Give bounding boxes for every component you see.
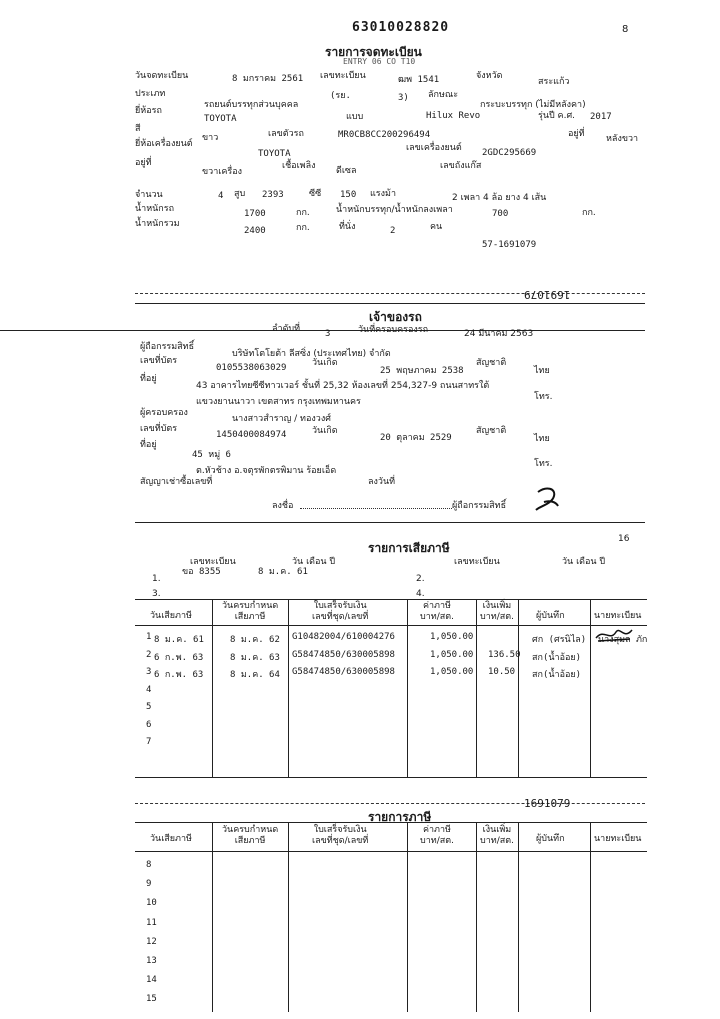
contract-label: สัญญาเช่าซื้อเลขที่	[140, 477, 213, 487]
tax-amount-cell: 1,050.00	[430, 632, 474, 642]
col-divider	[590, 822, 591, 1012]
due-date-cell: 8 ม.ค. 64	[230, 670, 280, 680]
tax2-row-index: 14	[146, 975, 157, 986]
th2-tax: ค่าภาษี บาท/สต.	[420, 825, 454, 846]
province-value: สระแก้ว	[538, 77, 570, 87]
reg-date-value: 8 มกราคม 2561	[232, 74, 304, 84]
row-index: 1	[146, 632, 152, 642]
receipt-cell: G58474850/630005898	[292, 667, 395, 677]
due-date-cell: 8 ม.ค. 62	[230, 635, 280, 645]
type-value: รถยนต์บรรทุกส่วนบุคคล	[204, 100, 299, 110]
th2-due-date: วันครบกำหนด เสียภาษี	[222, 825, 279, 846]
tax-amount-cell: 1,050.00	[430, 649, 474, 660]
old-date-header-1: วัน เดือน ปี	[292, 557, 336, 567]
holder-birth-value: 20 ตุลาคม 2529	[380, 433, 452, 443]
th-receipt: ใบเสร็จรับเงิน เลขที่ชุด/เลขที่	[312, 601, 369, 622]
brand-label: ยี่ห้อรถ	[135, 106, 162, 116]
color-label: สี	[135, 124, 141, 134]
cylinders-value: 4	[218, 191, 224, 201]
count-label: จำนวน	[135, 190, 163, 200]
year-value: 2017	[590, 112, 612, 122]
engine-no-label: เลขเครื่องยนต์	[406, 143, 462, 153]
gas-tank-label: เลขถังแก๊ส	[440, 161, 482, 171]
plate-label: เลขทะเบียน	[320, 71, 366, 81]
holder-address-line-2: ต.หัวช้าง อ.จตุรพักตรพิมาน ร้อยเอ็ด	[196, 466, 337, 476]
nationality-label: สัญชาติ	[476, 358, 507, 368]
type-number: 3)	[398, 93, 409, 103]
receipt-cell: G58474850/630005898	[292, 649, 395, 660]
birth-value: 25 พฤษภาคม 2538	[380, 366, 464, 376]
reverse-stamp: 1691079	[524, 288, 571, 301]
address-label: ที่อยู่	[140, 374, 157, 384]
th-registrar: นายทะเบียน	[594, 611, 642, 621]
year-label: รุ่นปี ค.ศ.	[538, 111, 576, 121]
due-date-cell: 8 ม.ค. 63	[230, 652, 280, 663]
card-value: 0105538063029	[216, 363, 287, 373]
old-plate-header-2: เลขทะเบียน	[454, 557, 500, 567]
owner-value: บริษัทโตโยต้า ลีสซิ่ง (ประเทศไทย) จำกัด	[232, 349, 391, 359]
col-divider	[212, 599, 213, 777]
fine-amount-cell: 136.50	[488, 649, 521, 660]
th-paid-date: วันเสียภาษี	[150, 611, 192, 621]
holder-card-label: เลขที่บัตร	[140, 424, 178, 434]
old-date-header-2: วัน เดือน ปี	[562, 557, 606, 567]
body-label: ลักษณะ	[428, 90, 459, 100]
col-divider	[407, 599, 408, 777]
tax2-row-index: 13	[146, 956, 157, 966]
col-divider	[288, 822, 289, 1012]
section-rule	[135, 303, 645, 304]
old-plate-index: 1.	[152, 574, 161, 584]
bottom-stamp: 1691079	[524, 797, 571, 810]
recorder-cell: สก(น้ำอ้อย)	[532, 670, 582, 680]
col-divider	[476, 599, 477, 777]
th2-receipt: ใบเสร็จรับเงิน เลขที่ชุด/เลขที่	[312, 825, 369, 846]
body-value: กระบะบรรทุก (ไม่มีหลังคา)	[480, 100, 586, 110]
fine-amount-cell: 10.50	[488, 667, 516, 677]
model-label: แบบ	[346, 112, 364, 122]
th-recorder: ผู้บันทึก	[536, 611, 565, 621]
chassis-location-value: หลังขวา	[606, 134, 639, 144]
hp-unit: แรงม้า	[370, 189, 397, 199]
gross-weight-unit: กก.	[296, 223, 310, 233]
gross-weight-label: น้ำหนักรวม	[135, 219, 180, 229]
fuel-value: ดีเซล	[336, 166, 357, 176]
holder-address-line-1: 45 หมู่ 6	[192, 450, 231, 460]
registrar-cell: นางสุมล ภัก	[598, 635, 648, 645]
old-plate-index: 3.	[152, 589, 161, 599]
page-number: 8	[622, 24, 629, 35]
col-divider	[476, 822, 477, 1012]
address-line-2: แขวงยานนาวา เขตสาทร กรุงเทพมหานคร	[196, 397, 361, 407]
document-serial: 63010028820	[352, 20, 450, 35]
th2-paid-date: วันเสียภาษี	[150, 834, 192, 844]
paid-date-cell: 8 ม.ค. 61	[154, 635, 204, 645]
section-rule	[135, 522, 645, 523]
handwritten-signature	[532, 484, 562, 514]
contract-date-label: ลงวันที่	[368, 477, 396, 487]
signature-line	[300, 508, 452, 509]
recorder-cell: สก(น้ำอ้อย)	[532, 652, 582, 663]
tax-title: รายการเสียภาษี	[368, 541, 450, 555]
engine-location-label: อยู่ที่	[135, 158, 152, 168]
row-index: 3	[146, 667, 152, 677]
tax2-row-index: 15	[146, 994, 157, 1005]
tax-table-bottom	[135, 777, 647, 778]
holder-card-value: 1450400084974	[216, 430, 287, 440]
chassis-label: เลขตัวรถ	[268, 129, 304, 139]
tel-label: โทร.	[534, 392, 553, 402]
seats-label: ที่นั่ง	[339, 222, 356, 232]
row-index: 4	[146, 684, 152, 695]
payload-value: 700	[492, 209, 509, 219]
holder-value: นางสาวสำราญ / ทองวงศ์	[232, 414, 331, 424]
fuel-label: เชื้อเพลิง	[282, 161, 316, 171]
tax2-title: รายการภาษี	[368, 810, 432, 824]
col-divider	[518, 599, 519, 777]
seats-unit: คน	[430, 222, 443, 232]
payload-unit: กก.	[582, 208, 596, 218]
chassis-value: MR0CB8CC200296494	[338, 130, 431, 140]
registration-subtitle: ENTRY 06 CO T10	[343, 57, 416, 66]
th2-registrar: นายทะเบียน	[594, 834, 642, 844]
old-plate-index: 4.	[416, 589, 425, 599]
th2-fine: เงินเพิ่ม บาท/สต.	[480, 825, 514, 846]
row-index: 6	[146, 719, 152, 730]
model-value: Hilux Revo	[426, 111, 481, 121]
th2-recorder: ผู้บันทึก	[536, 834, 565, 844]
payload-label: น้ำหนักบรรทุก/น้ำหนักลงเพลา	[336, 205, 453, 215]
reference-number: 57-1691079	[482, 240, 537, 250]
row-index: 5	[146, 702, 152, 712]
owner-title-rule	[0, 330, 645, 331]
tax2-row-index: 9	[146, 879, 152, 890]
registrar-signature	[594, 624, 634, 644]
old-plate-index: 2.	[416, 574, 425, 584]
plate-value: ฒพ 1541	[398, 75, 440, 85]
tax2-row-index: 11	[146, 917, 157, 928]
axles-value: 2 เพลา 4 ล้อ ยาง 4 เส้น	[452, 193, 547, 203]
holder-label: ผู้ครอบครอง	[140, 408, 188, 418]
type-label: ประเภท	[135, 89, 166, 99]
th-tax: ค่าภาษี บาท/สต.	[420, 601, 454, 622]
col-divider	[590, 599, 591, 777]
holder-address-label: ที่อยู่	[140, 440, 157, 450]
gross-weight-value: 2400	[244, 226, 266, 236]
row-index: 7	[146, 737, 152, 747]
row-index: 2	[146, 649, 152, 660]
province-label: จังหวัด	[476, 71, 503, 81]
paid-date-cell: 6 ก.พ. 63	[154, 652, 204, 663]
engine-no-value: 2GDC295669	[482, 148, 537, 158]
recorder-cell: ศก (ศรนิไล)	[532, 635, 587, 645]
birth-label: วันเกิด	[312, 358, 338, 368]
old-plate-value: ขอ 8355	[182, 567, 221, 577]
holder-tel-label: โทร.	[534, 459, 553, 469]
possess-date-value: 24 มีนาคม 2563	[464, 329, 534, 339]
tax2-row-index: 12	[146, 936, 157, 947]
card-label: เลขที่บัตร	[140, 356, 178, 366]
brand-value: TOYOTA	[204, 114, 237, 124]
col-divider	[212, 822, 213, 1012]
engine-location-value: ขวาเครื่อง	[202, 167, 242, 177]
cc-value: 2393	[262, 190, 284, 200]
th-fine: เงินเพิ่ม บาท/สต.	[480, 601, 514, 622]
col-divider	[518, 822, 519, 1012]
cc-unit: ซีซี	[309, 189, 322, 199]
old-plate-date: 8 ม.ค. 61	[258, 567, 308, 577]
sign-role: ผู้ถือกรรมสิทธิ์	[452, 501, 507, 511]
reg-date-label: วันจดทะเบียน	[135, 71, 189, 81]
tax2-row-index: 10	[146, 898, 157, 909]
chassis-location-label: อยู่ที่	[568, 129, 585, 139]
hp-value: 150	[340, 190, 357, 200]
owner-label: ผู้ถือกรรมสิทธิ์	[140, 342, 195, 352]
engine-brand-value: TOYOTA	[258, 149, 291, 159]
order-value: 3	[325, 329, 331, 339]
receipt-cell: G10482004/610004276	[292, 632, 395, 642]
color-value: ขาว	[202, 133, 219, 143]
address-line-1: 43 อาคารไทยซีซีทาวเวอร์ ชั้นที่ 25,32 ห้องเลขที่ 254,327-9 ถนนสาทรใต้	[196, 381, 490, 391]
registration-title: รายการจดทะเบียน	[325, 45, 422, 59]
sign-label: ลงชื่อ	[272, 501, 294, 511]
old-plate-header-1: เลขทะเบียน	[190, 557, 236, 567]
weight-value: 1700	[244, 209, 266, 219]
possess-date-label: วันที่ครอบครองรถ	[358, 325, 429, 335]
owner-title: เจ้าของรถ	[369, 310, 422, 324]
weight-label: น้ำหนักรถ	[135, 204, 175, 214]
th-due-date: วันครบกำหนด เสียภาษี	[222, 601, 279, 622]
cylinders-unit: สูบ	[234, 189, 246, 199]
engine-brand-label: ยี่ห้อเครื่องยนต์	[135, 139, 193, 149]
holder-nationality-value: ไทย	[534, 434, 550, 444]
order-label: ลำดับที่	[272, 324, 301, 334]
tax2-row-index: 8	[146, 860, 152, 870]
type-code: (รย.	[330, 91, 351, 101]
nationality-value: ไทย	[534, 366, 550, 376]
seats-value: 2	[390, 226, 396, 236]
tax-amount-cell: 1,050.00	[430, 667, 474, 677]
holder-nationality-label: สัญชาติ	[476, 426, 507, 436]
col-divider	[407, 822, 408, 1012]
weight-unit: กก.	[296, 208, 310, 218]
tax-page-number: 16	[618, 534, 630, 544]
paid-date-cell: 6 ก.พ. 63	[154, 670, 204, 680]
col-divider	[288, 599, 289, 777]
holder-birth-label: วันเกิด	[312, 426, 338, 436]
